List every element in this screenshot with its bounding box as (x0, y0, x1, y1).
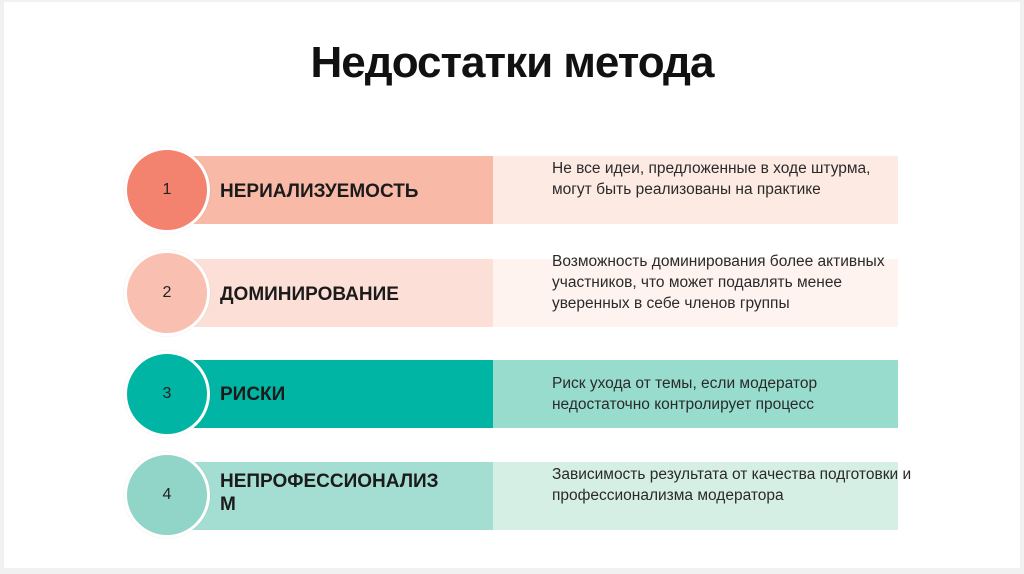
item-label: ДОМИНИРОВАНИЕ (220, 284, 399, 305)
list-item-1 (0, 147, 1024, 243)
slide-title: Недостатки метода (310, 38, 714, 87)
list-item-2 (0, 250, 1024, 346)
number-circle (124, 452, 210, 538)
item-number: 3 (162, 385, 172, 402)
item-description: Риск ухода от темы, если модератор недостаточно контролирует процесс (552, 375, 818, 413)
number-circle (124, 250, 210, 336)
item-description: Не все идеи, предложенные в ходе штурма, могут быть реализованы на практике (552, 160, 871, 198)
item-number: 1 (162, 181, 172, 198)
item-label: НЕРИАЛИЗУЕМОСТЬ (220, 181, 419, 202)
list-item-4 (0, 452, 1024, 548)
number-circle (124, 147, 210, 233)
item-description: Зависимость результата от качества подготовки и профессионализма модератора (552, 466, 912, 504)
item-description: Возможность доминирования более активных участников, что может подавлять менее уверенных в себе членов группы (552, 253, 885, 312)
number-circle (124, 351, 210, 437)
item-number: 2 (162, 284, 172, 301)
item-label: НЕПРОФЕССИОНАЛИЗ М (220, 471, 439, 515)
item-number: 4 (162, 486, 172, 503)
item-label: РИСКИ (220, 384, 286, 405)
list-item-3 (0, 351, 1024, 447)
